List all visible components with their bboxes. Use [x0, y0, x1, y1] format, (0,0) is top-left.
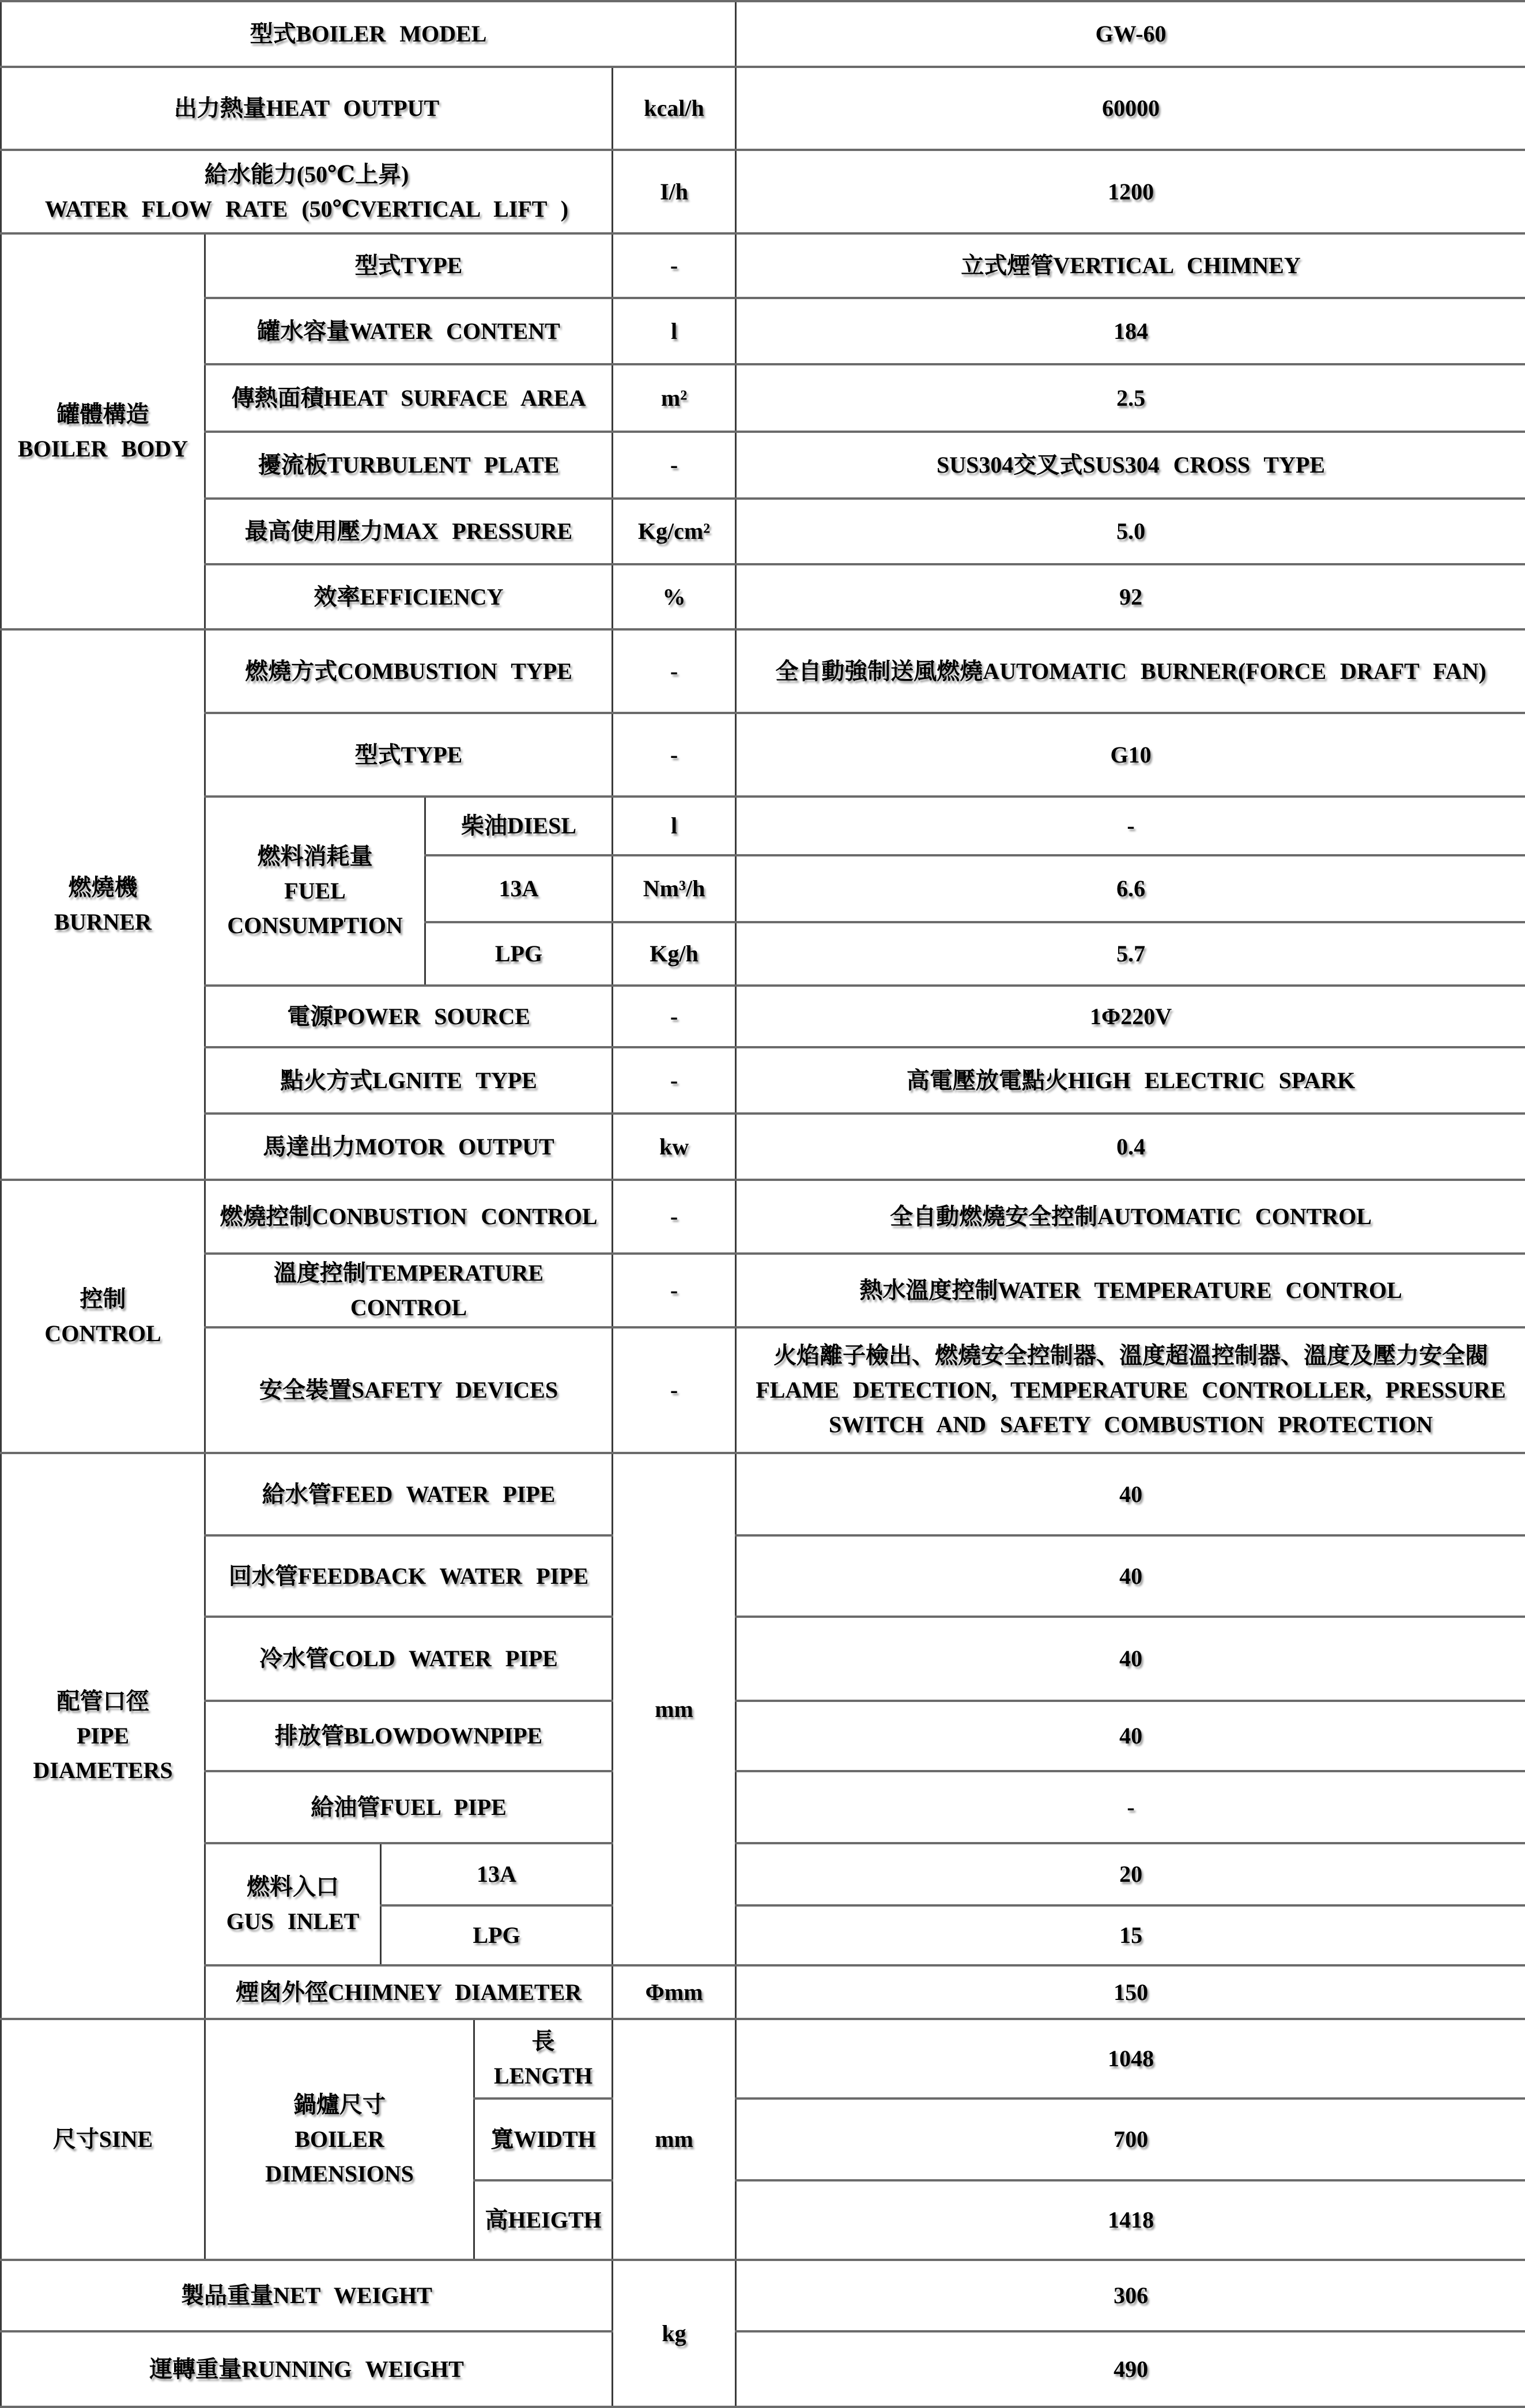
burner-combustion-type-label: 燃燒方式COMBUSTION TYPE: [205, 629, 613, 713]
burner-diesel-label: 柴油DIESL: [425, 797, 613, 855]
gus-inlet-13a-value: 20: [736, 1843, 1525, 1905]
gus-inlet-13a-label: 13A: [381, 1843, 613, 1905]
control-safety-value: 火焰離子檢出、燃燒安全控制器、溫度超溫控制器、溫度及壓力安全閥FLAME DETECTION, TEMPERATURE CONTROLLER, PRESSURE SWITCH AND SAFETY COMBUSTION PROTECTION: [736, 1327, 1525, 1453]
pipe-feed-value: 40: [736, 1453, 1525, 1535]
bb-efficiency-value: 92: [736, 564, 1525, 629]
pipe-cold-value: 40: [736, 1617, 1525, 1701]
burner-motor-unit: kw: [613, 1114, 736, 1180]
control-combustion-unit: -: [613, 1180, 736, 1254]
burner-ignite-unit: -: [613, 1047, 736, 1114]
row-heat-output: [1, 67, 1525, 150]
water-flow-unit: I/h: [613, 150, 736, 233]
water-flow-label-zh: 給水能力(50℃上昇): [10, 157, 603, 192]
row-burner-type: [1, 713, 1525, 797]
gus-inlet-lpg-label: LPG: [381, 1905, 613, 1965]
pipe-unit: mm: [613, 1453, 736, 1965]
burner-section-header: [1, 629, 205, 1180]
control-header-zh: 控制: [10, 1282, 196, 1316]
row-dim-length: [1, 2019, 1525, 2098]
control-safety-label: 安全裝置SAFETY DEVICES: [205, 1327, 613, 1453]
control-temperature-unit: -: [613, 1254, 736, 1327]
dim-width-label: 寬WIDTH: [474, 2098, 613, 2180]
burner-power-unit: -: [613, 986, 736, 1047]
running-weight-label: 運轉重量RUNNING WEIGHT: [1, 2331, 613, 2407]
pipe-header-en: PIPE DIAMETERS: [10, 1719, 196, 1788]
fuel-consumption-en: FUEL CONSUMPTION: [214, 874, 416, 943]
pipe-fuel-label: 給油管FUEL PIPE: [205, 1771, 613, 1843]
pipe-feedback-label: 回水管FEEDBACK WATER PIPE: [205, 1535, 613, 1617]
dim-unit: mm: [613, 2019, 736, 2260]
row-boiler-model: [1, 1, 1525, 67]
burner-combustion-type-unit: -: [613, 629, 736, 713]
control-temperature-label: 溫度控制TEMPERATURE CONTROL: [205, 1254, 613, 1327]
bb-water-content-label: 罐水容量WATER CONTENT: [205, 298, 613, 364]
bb-type-unit: -: [613, 233, 736, 298]
row-net-weight: [1, 2260, 1525, 2331]
row-control-temperature: [1, 1254, 1525, 1327]
bb-efficiency-unit: %: [613, 564, 736, 629]
water-flow-label: [1, 150, 613, 233]
row-running-weight: [1, 2331, 1525, 2407]
boiler-body-header-en: BOILER BODY: [10, 432, 196, 466]
fuel-consumption-header: [205, 797, 425, 986]
row-gus-inlet-13a: [1, 1843, 1525, 1905]
bb-turbulent-unit: -: [613, 432, 736, 499]
row-control-safety: [1, 1327, 1525, 1453]
burner-type-value: G10: [736, 713, 1525, 797]
pipe-fuel-value: -: [736, 1771, 1525, 1843]
burner-13a-value: 6.6: [736, 855, 1525, 922]
burner-power-label: 電源POWER SOURCE: [205, 986, 613, 1047]
water-flow-label-en: WATER FLOW RATE (50℃VERTICAL LIFT ): [10, 192, 603, 227]
boiler-model-value: GW-60: [736, 1, 1525, 67]
row-pipe-chimney: [1, 1965, 1525, 2019]
bb-water-content-value: 184: [736, 298, 1525, 364]
row-bb-type: [1, 233, 1525, 298]
row-bb-turbulent: [1, 432, 1525, 499]
burner-header-en: BURNER: [10, 905, 196, 939]
row-pipe-fuel: [1, 1771, 1525, 1843]
row-bb-max-pressure: [1, 499, 1525, 564]
pipe-section-header: [1, 1453, 205, 2019]
bb-type-value: 立式煙管VERTICAL CHIMNEY: [736, 233, 1525, 298]
bb-turbulent-label: 擾流板TURBULENT PLATE: [205, 432, 613, 499]
boiler-dimensions-en: BOILER DIMENSIONS: [214, 2122, 465, 2191]
row-pipe-feedback: [1, 1535, 1525, 1617]
gus-inlet-en: GUS INLET: [214, 1904, 372, 1939]
row-burner-ignite: [1, 1047, 1525, 1114]
burner-lpg-label: LPG: [425, 922, 613, 986]
dim-length-value: 1048: [736, 2019, 1525, 2098]
control-section-header: [1, 1180, 205, 1453]
bb-max-pressure-label: 最高使用壓力MAX PRESSURE: [205, 499, 613, 564]
weight-unit: kg: [613, 2260, 736, 2407]
pipe-feed-label: 給水管FEED WATER PIPE: [205, 1453, 613, 1535]
pipe-header-zh: 配管口徑: [10, 1684, 196, 1719]
burner-13a-label: 13A: [425, 855, 613, 922]
burner-header-zh: 燃燒機: [10, 870, 196, 905]
pipe-feedback-value: 40: [736, 1535, 1525, 1617]
row-burner-power: [1, 986, 1525, 1047]
burner-13a-unit: Nm³/h: [613, 855, 736, 922]
pipe-cold-label: 冷水管COLD WATER PIPE: [205, 1617, 613, 1701]
row-bb-efficiency: [1, 564, 1525, 629]
net-weight-label: 製品重量NET WEIGHT: [1, 2260, 613, 2331]
pipe-chimney-label: 煙囪外徑CHIMNEY DIAMETER: [205, 1965, 613, 2019]
bb-heat-surface-label: 傳熱面積HEAT SURFACE AREA: [205, 364, 613, 432]
dim-height-value: 1418: [736, 2180, 1525, 2260]
net-weight-value: 306: [736, 2260, 1525, 2331]
bb-heat-surface-unit: m²: [613, 364, 736, 432]
heat-output-unit: kcal/h: [613, 67, 736, 150]
boiler-body-section-header: [1, 233, 205, 629]
gus-inlet-lpg-value: 15: [736, 1905, 1525, 1965]
pipe-chimney-unit: Φmm: [613, 1965, 736, 2019]
row-burner-diesel: [1, 797, 1525, 855]
pipe-blowdown-value: 40: [736, 1701, 1525, 1771]
control-combustion-value: 全自動燃燒安全控制AUTOMATIC CONTROL: [736, 1180, 1525, 1254]
dim-height-label: 高HEIGTH: [474, 2180, 613, 2260]
burner-power-value: 1Φ220V: [736, 986, 1525, 1047]
boiler-dimensions-header: [205, 2019, 474, 2260]
pipe-chimney-value: 150: [736, 1965, 1525, 2019]
heat-output-value: 60000: [736, 67, 1525, 150]
bb-max-pressure-value: 5.0: [736, 499, 1525, 564]
row-pipe-feed: [1, 1453, 1525, 1535]
gus-inlet-zh: 燃料入口: [214, 1870, 372, 1904]
water-flow-value: 1200: [736, 150, 1525, 233]
row-bb-heat-surface: [1, 364, 1525, 432]
burner-motor-value: 0.4: [736, 1114, 1525, 1180]
bb-water-content-unit: l: [613, 298, 736, 364]
row-pipe-blowdown: [1, 1701, 1525, 1771]
burner-ignite-value: 高電壓放電點火HIGH ELECTRIC SPARK: [736, 1047, 1525, 1114]
burner-motor-label: 馬達出力MOTOR OUTPUT: [205, 1114, 613, 1180]
burner-type-unit: -: [613, 713, 736, 797]
burner-diesel-unit: l: [613, 797, 736, 855]
control-safety-unit: -: [613, 1327, 736, 1453]
bb-efficiency-label: 效率EFFICIENCY: [205, 564, 613, 629]
boiler-body-header-zh: 罐體構造: [10, 397, 196, 432]
boiler-dimensions-zh: 鍋爐尺寸: [214, 2088, 465, 2122]
gus-inlet-header: [205, 1843, 381, 1965]
control-header-en: CONTROL: [10, 1316, 196, 1351]
control-temperature-value: 熱水溫度控制WATER TEMPERATURE CONTROL: [736, 1254, 1525, 1327]
bb-turbulent-value: SUS304交叉式SUS304 CROSS TYPE: [736, 432, 1525, 499]
dim-width-value: 700: [736, 2098, 1525, 2180]
bb-max-pressure-unit: Kg/cm²: [613, 499, 736, 564]
running-weight-value: 490: [736, 2331, 1525, 2407]
burner-type-label: 型式TYPE: [205, 713, 613, 797]
burner-diesel-value: -: [736, 797, 1525, 855]
row-burner-combustion-type: [1, 629, 1525, 713]
heat-output-label: 出力熱量HEAT OUTPUT: [1, 67, 613, 150]
control-combustion-label: 燃燒控制CONBUSTION CONTROL: [205, 1180, 613, 1254]
burner-lpg-value: 5.7: [736, 922, 1525, 986]
dim-length-label: 長LENGTH: [474, 2019, 613, 2098]
row-bb-water-content: [1, 298, 1525, 364]
row-water-flow: [1, 150, 1525, 233]
size-section-header: 尺寸SINE: [1, 2019, 205, 2260]
burner-lpg-unit: Kg/h: [613, 922, 736, 986]
bb-type-label: 型式TYPE: [205, 233, 613, 298]
burner-combustion-type-value: 全自動強制送風燃燒AUTOMATIC BURNER(FORCE DRAFT FAN): [736, 629, 1525, 713]
row-control-combustion: [1, 1180, 1525, 1254]
bb-heat-surface-value: 2.5: [736, 364, 1525, 432]
fuel-consumption-zh: 燃料消耗量: [214, 839, 416, 874]
boiler-model-label: 型式BOILER MODEL: [1, 1, 736, 67]
row-pipe-cold: [1, 1617, 1525, 1701]
pipe-blowdown-label: 排放管BLOWDOWNPIPE: [205, 1701, 613, 1771]
burner-ignite-label: 點火方式LGNITE TYPE: [205, 1047, 613, 1114]
row-burner-motor: [1, 1114, 1525, 1180]
